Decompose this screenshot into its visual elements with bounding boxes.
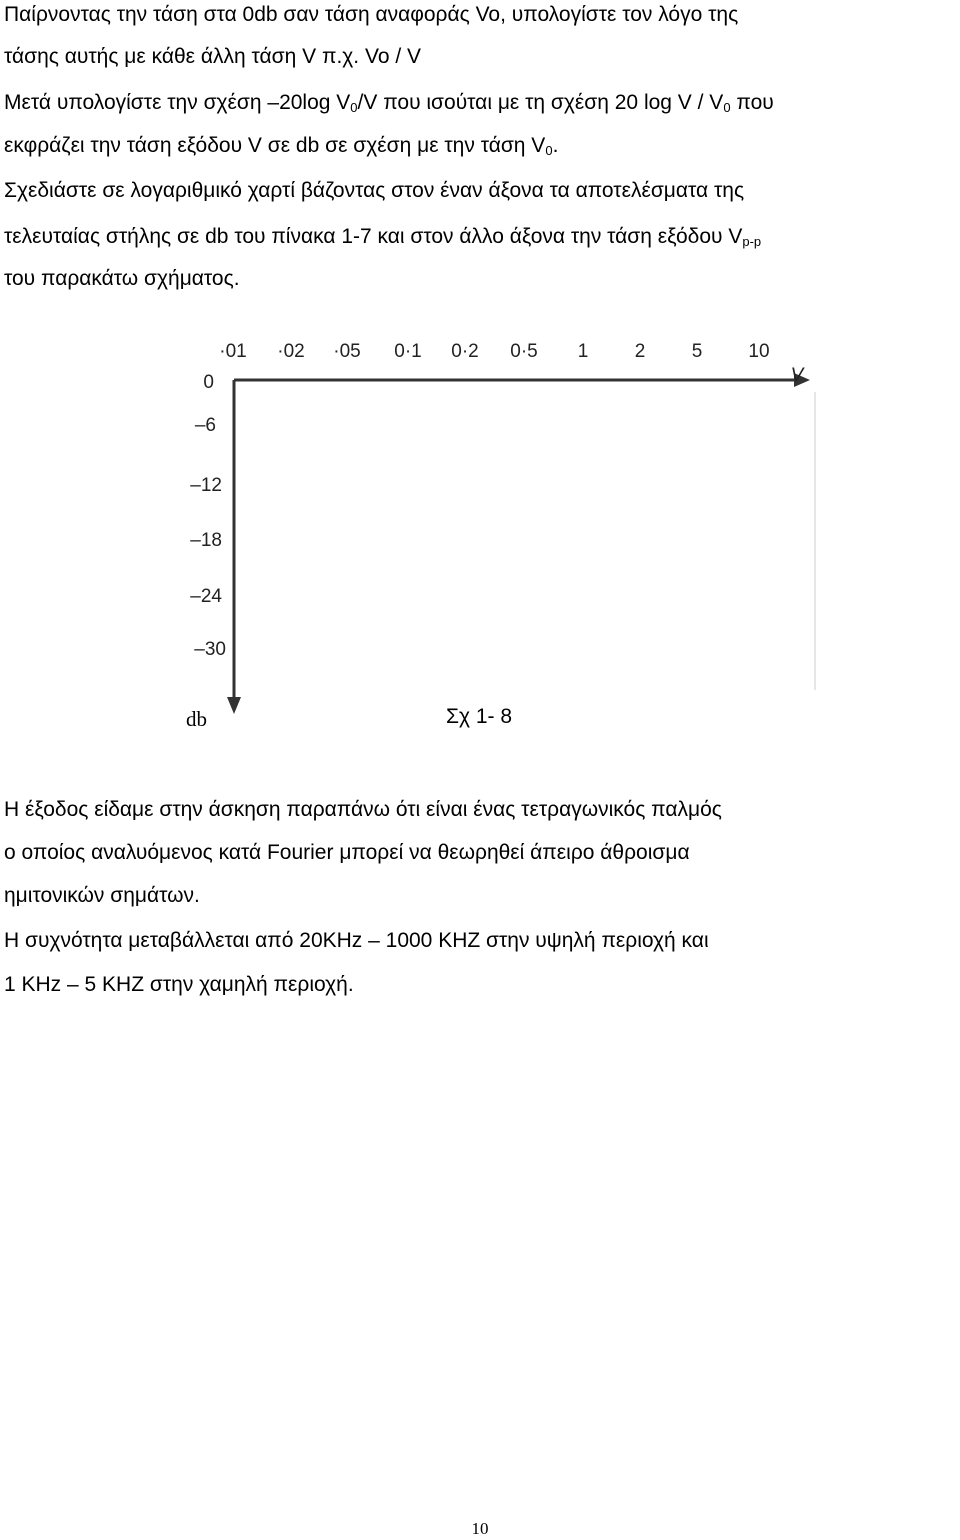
line3-part-a: Μετά υπολογίστε την σχέση –20log V (4, 91, 351, 114)
line3-part-b: /V που ισούται με τη σχέση 20 log V / V (357, 91, 724, 114)
intro-line-7: του παρακάτω σχήματος. (4, 267, 240, 290)
y-tick-label: –12 (190, 475, 222, 496)
y-tick-label: –30 (194, 639, 226, 660)
intro-line-5: Σχεδιάστε σε λογαριθμικό χαρτί βάζοντας στον έναν άξονα τα αποτελέσματα της (4, 179, 745, 202)
body-line-1: Η έξοδος είδαμε στην άσκηση παραπάνω ότι είναι ένας τετραγωνικός παλμός (4, 798, 722, 821)
x-tick-label: 0·2 (451, 341, 479, 362)
line4-part-a: εκφράζει την τάση εξόδου V σε db σε σχέση με την τάση V (4, 134, 546, 157)
subscript-zero: 0 (723, 100, 731, 115)
x-tick-label: ·01 (219, 341, 247, 362)
body-line-4: Η συχνότητα μεταβάλλεται από 20KHz – 1000 KHZ στην υψηλή περιοχή και (4, 929, 709, 952)
x-tick-label: 1 (577, 341, 589, 362)
line4-part-b: . (552, 134, 559, 157)
subscript-pp: p-p (742, 234, 762, 249)
y-tick-label: –18 (190, 530, 222, 551)
intro-line-1: Παίρνοντας την τάση στα 0db σαν τάση αναφοράς Vo, υπολογίστε τον λόγο της (4, 3, 739, 26)
x-tick-label: 0·5 (510, 341, 538, 362)
y-axis-label: db (186, 707, 207, 731)
y-tick-label: –6 (194, 415, 216, 436)
subscript-zero: 0 (545, 143, 553, 158)
subscript-zero: 0 (350, 100, 358, 115)
y-axis-arrowhead (227, 697, 241, 714)
y-tick-label: –24 (190, 586, 222, 607)
x-tick-label: 2 (634, 341, 646, 362)
x-tick-label: ·02 (277, 341, 305, 362)
y-tick-label: 0 (203, 372, 214, 393)
body-line-5: 1 KHz – 5 KHZ στην χαμηλή περιοχή. (4, 973, 354, 996)
body-line-2: ο οποίος αναλυόμενος κατά Fourier μπορεί να θεωρηθεί άπειρο άθροισμα (4, 841, 690, 864)
intro-line-2: τάσης αυτής με κάθε άλλη τάση V π.χ. Vo / V (4, 45, 422, 68)
intro-line-4 (4, 131, 558, 166)
log-graph-figure (0, 330, 960, 750)
line6-part-a: τελευταίας στήλης σε db του πίνακα 1-7 και στον άλλο άξονα την τάση εξόδου V (4, 225, 743, 248)
intro-line-3 (4, 88, 774, 123)
x-tick-label: 10 (748, 341, 770, 362)
figure-caption: Σχ 1- 8 (446, 705, 513, 728)
body-line-3: ημιτονικών σημάτων. (4, 884, 200, 907)
page-number: 10 (471, 1519, 489, 1538)
line3-part-c: που (730, 91, 774, 114)
x-axis-label: V (790, 365, 804, 386)
x-tick-label: ·05 (333, 341, 361, 362)
x-tick-label: 5 (691, 341, 703, 362)
x-tick-label: 0·1 (394, 341, 422, 362)
intro-line-6 (4, 222, 761, 257)
